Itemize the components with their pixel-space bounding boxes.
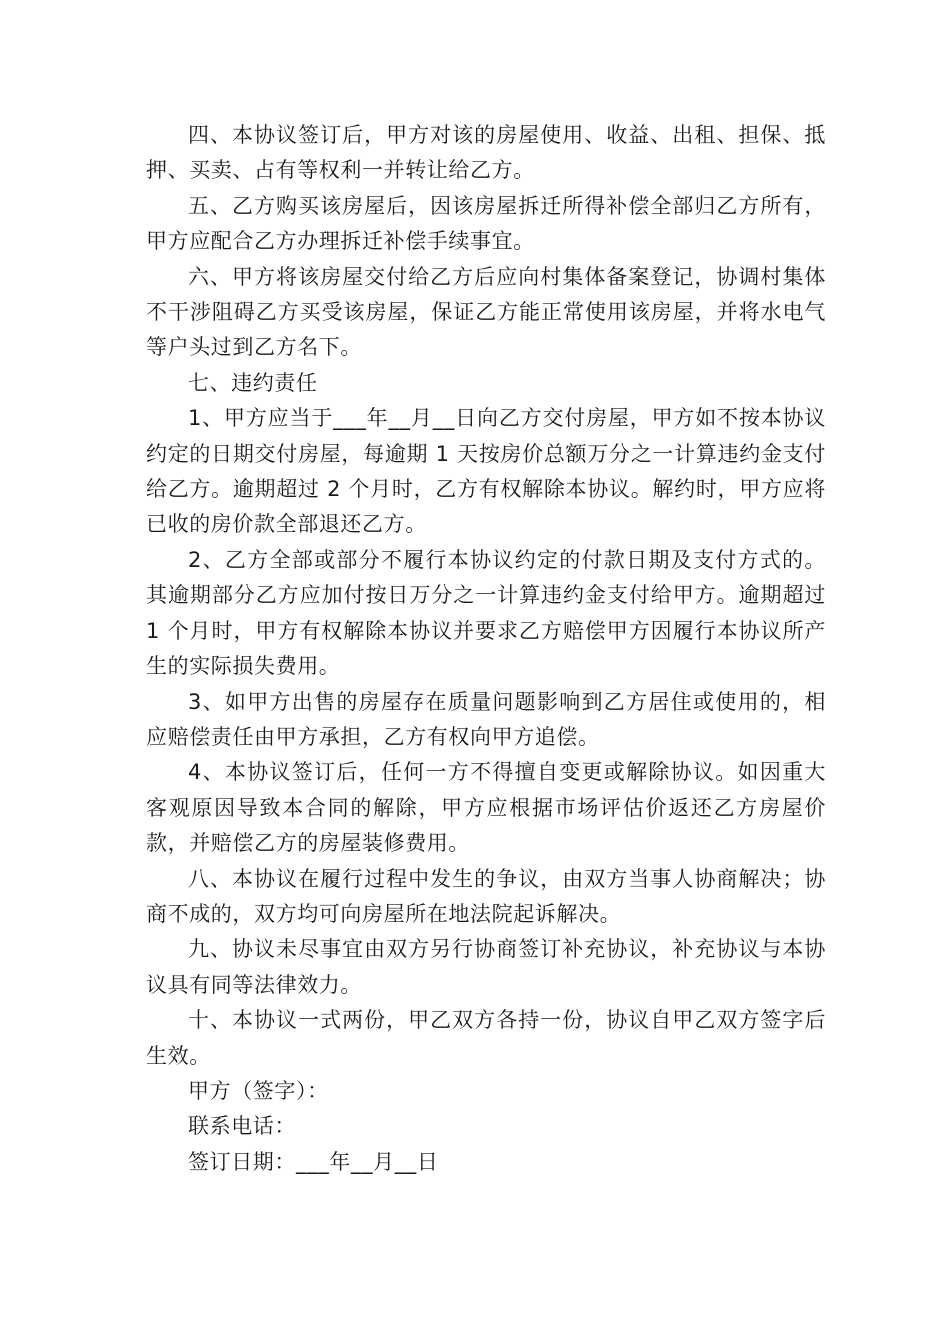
document-body — [146, 118, 834, 1180]
clause-5: 五、乙方购买该房屋后，因该房屋拆迁所得补偿全部归乙方所有，甲方应配合乙方办理拆迁补偿手续事宜。 — [146, 193, 826, 254]
clause-7-heading: 七、违约责任 — [188, 370, 318, 395]
clause-7-item-4: 4、本协议签订后，任何一方不得擅自变更或解除协议。如因重大客观原因导致本合同的解除，甲方应根据市场评估价返还乙方房屋价款，并赔偿乙方的房屋装修费用。 — [146, 760, 826, 856]
contact-phone-line: 联系电话： — [188, 1114, 296, 1139]
clause-10: 十、本协议一式两份，甲乙双方各持一份，协议自甲乙双方签字后生效。 — [146, 1008, 826, 1068]
clause-6: 六、甲方将该房屋交付给乙方后应向村集体备案登记，协调村集体不干涉阻碍乙方买受该房屋，保证乙方能正常使用该房屋，并将水电气等户头过到乙方名下。 — [146, 264, 826, 360]
clause-7-item-3: 3、如甲方出售的房屋存在质量问题影响到乙方居住或使用的，相应赔偿责任由甲方承担，乙方有权向甲方追偿。 — [146, 689, 826, 749]
signing-date-line: 签订日期：___年__月__日 — [188, 1149, 439, 1174]
clause-9: 九、协议未尽事宜由双方另行协商签订补充协议，补充协议与本协议具有同等法律效力。 — [146, 937, 826, 997]
party-a-signature-line: 甲方（签字）： — [188, 1078, 329, 1103]
clause-7-item-1: 1、甲方应当于___年__月__日向乙方交付房屋，甲方如不按本协议约定的日期交付房屋，每逾期 1 天按房价总额万分之一计算违约金支付给乙方。逾期超过 2 个月时，乙方有权解除本协议。解约时，甲方应将已收的房价款全部退还乙方。 — [146, 406, 826, 537]
clause-8: 八、本协议在履行过程中发生的争议，由双方当事人协商解决；协商不成的，双方均可向房屋所在地法院起诉解决。 — [146, 866, 826, 926]
clause-4: 四、本协议签订后，甲方对该的房屋使用、收益、出租、担保、抵押、买卖、占有等权利一并转让给乙方。 — [146, 123, 826, 183]
clause-7-item-2: 2、乙方全部或部分不履行本协议约定的付款日期及支付方式的。其逾期部分乙方应加付按日万分之一计算违约金支付给甲方。逾期超过 1 个月时，甲方有权解除本协议并要求乙方赔偿甲方因履行本协议所产生的实际损失费用。 — [146, 547, 834, 679]
